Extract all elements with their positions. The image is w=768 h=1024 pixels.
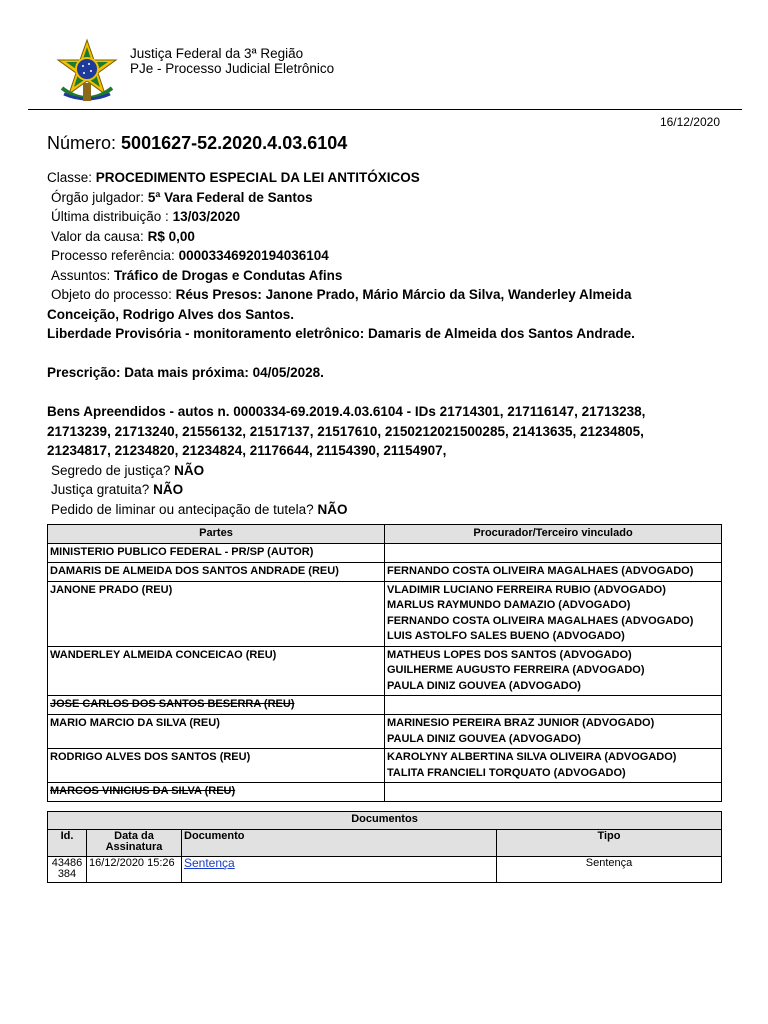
procurador-cell: MARINESIO PEREIRA BRAZ JUNIOR (ADVOGADO) PAULA DINIZ GOUVEA (ADVOGADO) <box>385 715 722 749</box>
table-row <box>48 749 722 783</box>
partes-table <box>47 524 722 802</box>
objeto-line-2: Conceição, Rodrigo Alves dos Santos. <box>47 306 295 322</box>
procurador-cell: VLADIMIR LUCIANO FERREIRA RUBIO (ADVOGADO) MARLUS RAYMUNDO DAMAZIO (ADVOGADO) FERNANDO COSTA OLIVEIRA MAGALHAES (ADVOGADO) LUIS ASTOLFO SALES BUENO (ADVOGADO) <box>385 581 722 646</box>
table-row <box>48 562 722 581</box>
court-name: Justiça Federal da 3ª Região <box>130 46 304 61</box>
table-row <box>48 715 722 749</box>
liminar-line: Pedido de liminar ou antecipação de tutela? NÃO <box>51 501 348 517</box>
doc-id-cell: 43486 384 <box>48 857 87 883</box>
objeto-line-3: Liberdade Provisória - monitoramento eletrônico: Damaris de Almeida dos Santos Andrade. <box>47 326 635 341</box>
classe-line: Classe: PROCEDIMENTO ESPECIAL DA LEI ANTITÓXICOS <box>47 170 420 185</box>
partes-header: Partes <box>48 525 385 544</box>
parte-cell: JANONE PRADO (REU) <box>48 581 385 646</box>
table-row <box>48 783 722 802</box>
parte-cell: RODRIGO ALVES DOS SANTOS (REU) <box>48 749 385 783</box>
table-row <box>48 581 722 646</box>
document-date: 16/12/2020 <box>659 115 720 129</box>
doc-date-cell: 16/12/2020 15:26 <box>87 857 182 883</box>
procurador-cell: FERNANDO COSTA OLIVEIRA MAGALHAES (ADVOGADO) <box>385 562 722 581</box>
assuntos-line: Assuntos: Tráfico de Drogas e Condutas Afins <box>51 267 343 283</box>
orgao-line: Órgão julgador: 5ª Vara Federal de Santos <box>51 189 313 205</box>
prescricao-line: Prescrição: Data mais próxima: 04/05/2028. <box>47 365 324 380</box>
document-header <box>52 38 732 110</box>
valor-line: Valor da causa: R$ 0,00 <box>51 228 195 244</box>
procurador-cell <box>385 783 722 802</box>
objeto-line: Objeto do processo: Réus Presos: Janone Prado, Mário Márcio da Silva, Wanderley Almeida <box>51 287 632 302</box>
process-info <box>47 168 727 519</box>
distribuicao-line: Última distribuição : 13/03/2020 <box>51 209 241 224</box>
segredo-line: Segredo de justiça? NÃO <box>51 462 205 478</box>
referencia-line: Processo referência: 00003346920194036104 <box>51 248 329 263</box>
procurador-cell <box>385 543 722 562</box>
system-name: PJe - Processo Judicial Eletrônico <box>130 61 335 76</box>
header-divider <box>28 109 742 110</box>
doc-name-cell <box>182 857 497 883</box>
parte-cell: MINISTERIO PUBLICO FEDERAL - PR/SP (AUTOR) <box>48 543 385 562</box>
bens-line-1: Bens Apreendidos - autos n. 0000334-69.2019.4.03.6104 - IDs 21714301, 217116147, 21713238, <box>47 404 646 419</box>
gratuita-line: Justiça gratuita? NÃO <box>51 482 184 497</box>
table-row <box>48 857 722 883</box>
documento-header: Documento <box>182 830 497 857</box>
process-number-value: 5001627-52.2020.4.03.6104 <box>121 133 348 153</box>
table-row <box>48 696 722 715</box>
table-row <box>48 543 722 562</box>
parte-cell: MARCOS VINICIUS DA SILVA (REU) <box>48 783 385 802</box>
parte-cell: DAMARIS DE ALMEIDA DOS SANTOS ANDRADE (REU) <box>48 562 385 581</box>
procurador-cell: KAROLYNY ALBERTINA SILVA OLIVEIRA (ADVOGADO) TALITA FRANCIELI TORQUATO (ADVOGADO) <box>385 749 722 783</box>
documentos-caption: Documentos <box>48 812 722 830</box>
parte-cell: WANDERLEY ALMEIDA CONCEICAO (REU) <box>48 646 385 696</box>
process-number <box>47 133 347 154</box>
id-header: Id. <box>48 830 87 857</box>
doc-type-cell: Sentença <box>497 857 722 883</box>
procurador-cell: MATHEUS LOPES DOS SANTOS (ADVOGADO) GUILHERME AUGUSTO FERREIRA (ADVOGADO) PAULA DINIZ GOUVEA (ADVOGADO) <box>385 646 722 696</box>
bens-line-2: 21713239, 21713240, 21556132, 21517137, 21517610, 2150212021500285, 21413635, 21234805, <box>47 423 644 439</box>
sentenca-link[interactable]: Sentença <box>184 856 235 870</box>
tipo-header: Tipo <box>497 830 722 857</box>
procurador-cell <box>385 696 722 715</box>
brazil-coat-of-arms-icon <box>52 38 122 108</box>
documentos-table <box>47 811 722 883</box>
table-row <box>48 646 722 696</box>
parte-cell: MARIO MARCIO DA SILVA (REU) <box>48 715 385 749</box>
bens-line-3: 21234817, 21234820, 21234824, 21176644, 21154390, 21154907, <box>47 443 447 458</box>
process-number-label: Número: <box>47 133 117 153</box>
procurador-header: Procurador/Terceiro vinculado <box>385 525 722 544</box>
parte-cell: JOSE CARLOS DOS SANTOS BESERRA (REU) <box>48 696 385 715</box>
data-header: Data da Assinatura <box>87 830 182 857</box>
